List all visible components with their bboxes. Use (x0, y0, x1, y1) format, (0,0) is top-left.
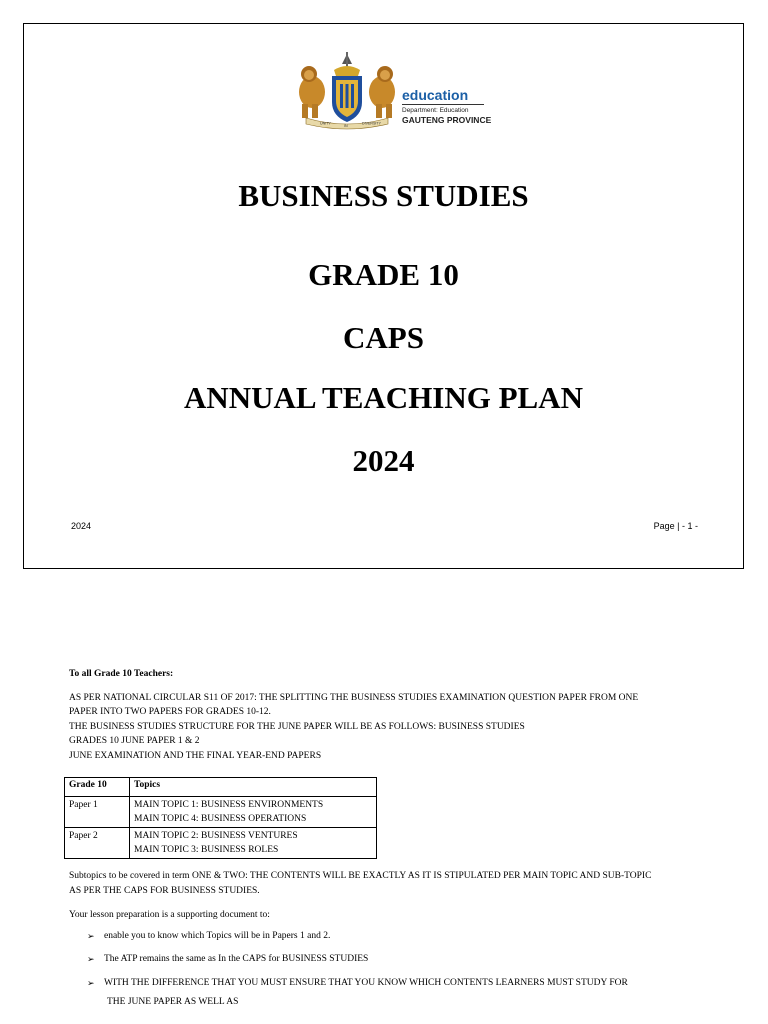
subject-title: BUSINESS STUDIES (238, 178, 529, 213)
list-item-text: The ATP remains the same as In the CAPS for BUSINESS STUDIES (104, 954, 369, 964)
topic-item: MAIN TOPIC 4: BUSINESS OPERATIONS (134, 814, 307, 824)
topics-cell (130, 828, 377, 859)
lesson-prep-text: Your lesson preparation is a supporting document to: (69, 910, 270, 920)
footer-page-number: Page | - 1 - (653, 521, 698, 531)
paper-cell: Paper 1 (65, 797, 130, 828)
list-item (69, 952, 709, 967)
table-row (65, 828, 377, 859)
intro-line: GRADES 10 JUNE PAPER 1 & 2 (69, 736, 200, 746)
table-row (65, 797, 377, 828)
intro-line: THE BUSINESS STUDIES STRUCTURE FOR THE JUNE PAPER WILL BE AS FOLLOWS: BUSINESS STUDIES (69, 721, 525, 732)
document-type-title: ANNUAL TEACHING PLAN (183, 380, 584, 415)
subtopics-line: AS PER THE CAPS FOR BUSINESS STUDIES. (69, 885, 260, 896)
intro-line: JUNE EXAMINATION AND THE FINAL YEAR-END PAPERS (69, 750, 322, 761)
intro-line: PAPER INTO TWO PAPERS FOR GRADES 10-12. (69, 707, 271, 717)
topic-item: MAIN TOPIC 2: BUSINESS VENTURES (134, 831, 298, 841)
header-grade: Grade 10 (65, 778, 130, 797)
gauteng-education-logo (292, 52, 502, 130)
curriculum-title: CAPS (343, 320, 424, 355)
logo-province-line: GAUTENG PROVINCE (402, 115, 492, 125)
arrow-bullet-icon: ➢ (87, 930, 95, 941)
logo-divider (402, 104, 484, 105)
motto-right: DIVERSITY (362, 121, 381, 126)
header-topics: Topics (130, 778, 377, 797)
greeting: To all Grade 10 Teachers: (69, 669, 174, 679)
subtopics-line: Subtopics to be covered in term ONE & TWO: THE CONTENTS WILL BE EXACTLY AS IT IS STIPULATED PER MAIN TOPIC AND SUB-TOPIC (69, 871, 652, 881)
topic-item: MAIN TOPIC 3: BUSINESS ROLES (134, 845, 279, 855)
grade-title: GRADE 10 (308, 257, 459, 292)
paper-cell: Paper 2 (65, 828, 130, 859)
arrow-bullet-icon: ➢ (87, 954, 95, 964)
list-item-text: enable you to know which Topics will be in Papers 1 and 2. (104, 930, 331, 941)
list-item-continuation: THE JUNE PAPER AS WELL AS (107, 997, 239, 1007)
logo-education-word: education (402, 87, 469, 103)
year-title: 2024 (352, 443, 415, 478)
bullet-list (69, 929, 709, 1010)
intro-line: AS PER NATIONAL CIRCULAR S11 OF 2017: THE SPLITTING THE BUSINESS STUDIES EXAMINATION QUESTION PAPER FROM ONE (69, 692, 639, 703)
arrow-bullet-icon: ➢ (87, 977, 95, 988)
papers-topics-table (64, 777, 377, 859)
list-item (69, 976, 709, 991)
topics-cell (130, 797, 377, 828)
coat-of-arms-icon (292, 52, 402, 130)
footer-year: 2024 (71, 521, 92, 531)
logo-text (402, 88, 491, 125)
topic-item: MAIN TOPIC 1: BUSINESS ENVIRONMENTS (134, 800, 324, 810)
list-item (69, 929, 709, 944)
motto-left: UNITY (320, 121, 331, 126)
cover-page (23, 23, 744, 569)
table-header-row (65, 778, 377, 797)
motto-mid: IN (344, 124, 348, 128)
list-item-text: WITH THE DIFFERENCE THAT YOU MUST ENSURE THAT YOU KNOW WHICH CONTENTS LEARNERS MUST STUDY FOR (104, 977, 628, 988)
letter-content (69, 667, 709, 1010)
logo-department-line: Department: Education (402, 107, 469, 114)
subtopics-paragraph (69, 869, 709, 898)
